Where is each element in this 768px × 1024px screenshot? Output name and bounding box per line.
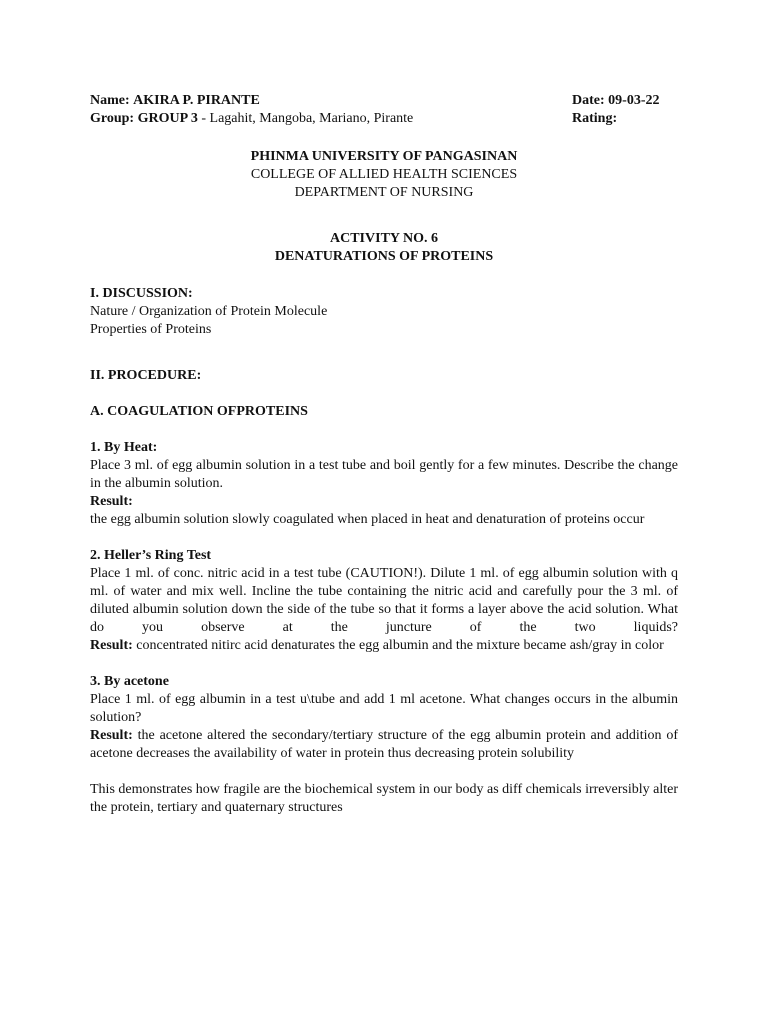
group-info bbox=[90, 110, 413, 128]
activity-title: DENATURATIONS OF PROTEINS bbox=[274, 249, 494, 264]
step-hellers-ring-test bbox=[90, 547, 678, 655]
step-instructions: Place 1 ml. of egg albumin in a test u\tube and add 1 ml acetone. What changes occurs in the albumin solution? bbox=[90, 692, 678, 725]
result-label: Result: bbox=[90, 494, 133, 509]
rating-label: Rating: bbox=[572, 111, 618, 126]
university-name: PHINMA UNIVERSITY OF PANGASINAN bbox=[250, 149, 518, 164]
step-result-paragraph bbox=[90, 637, 678, 655]
discussion-item: Properties of Proteins bbox=[90, 322, 212, 337]
step-title: 3. By acetone bbox=[90, 674, 169, 689]
step-by-acetone bbox=[90, 673, 678, 763]
date-value: 09-03-22 bbox=[608, 93, 660, 108]
activity-number: ACTIVITY NO. 6 bbox=[330, 231, 438, 246]
step-result: the egg albumin solution slowly coagulated when placed in heat and denaturation of proteins occur bbox=[90, 512, 645, 527]
result-label: Result: bbox=[90, 638, 133, 653]
rating-field bbox=[572, 110, 678, 128]
date-field bbox=[572, 92, 678, 110]
group-members: - Lagahit, Mangoba, Mariano, Pirante bbox=[197, 111, 414, 126]
procedure-subheading: A. COAGULATION OFPROTEINS bbox=[90, 404, 308, 419]
step-instructions: Place 3 ml. of egg albumin solution in a test tube and boil gently for a few minutes. Describe the change in the albumin solution. bbox=[90, 458, 678, 491]
step-result: concentrated nitirc acid denaturates the egg albumin and the mixture became ash/gray in color bbox=[132, 638, 664, 653]
conclusion-paragraph: This demonstrates how fragile are the biochemical system in our body as diff chemicals irreversibly alter the protein, tertiary and quaternary structures bbox=[90, 782, 678, 815]
discussion-item: Nature / Organization of Protein Molecule bbox=[90, 304, 328, 319]
step-title: 1. By Heat: bbox=[90, 440, 158, 455]
group-value: GROUP 3 bbox=[137, 111, 198, 126]
document-content bbox=[90, 92, 678, 817]
step-by-heat bbox=[90, 439, 678, 529]
result-label: Result: bbox=[90, 728, 133, 743]
college-name: COLLEGE OF ALLIED HEALTH SCIENCES bbox=[250, 167, 518, 182]
department-name: DEPARTMENT OF NURSING bbox=[294, 185, 474, 200]
name-label: Name: bbox=[90, 93, 130, 108]
step-result: the acetone altered the secondary/tertiary structure of the egg albumin protein and addition of acetone decreases the availability of water in protein thus decreasing protein solubility bbox=[90, 728, 678, 761]
step-result-paragraph bbox=[90, 727, 678, 763]
date-label: Date: bbox=[572, 93, 605, 108]
discussion-heading: I. DISCUSSION: bbox=[90, 286, 193, 301]
step-instructions: Place 1 ml. of conc. nitric acid in a test tube (CAUTION!). Dilute 1 ml. of egg albumin solution with q ml. of water and mix well. Incline the tube containing the nitric acid and carefully pour the 3 ml. of diluted albumin solution down the side of the tube so that it forms a layer above the acid solution. What do you observe at the juncture of the two liquids? bbox=[90, 566, 678, 635]
step-title: 2. Heller’s Ring Test bbox=[90, 548, 212, 563]
name-date-row bbox=[90, 92, 678, 110]
student-name bbox=[90, 92, 260, 110]
procedure-heading: II. PROCEDURE: bbox=[90, 368, 202, 383]
group-rating-row bbox=[90, 110, 678, 128]
group-label: Group: bbox=[90, 111, 135, 126]
name-value: AKIRA P. PIRANTE bbox=[133, 93, 260, 108]
